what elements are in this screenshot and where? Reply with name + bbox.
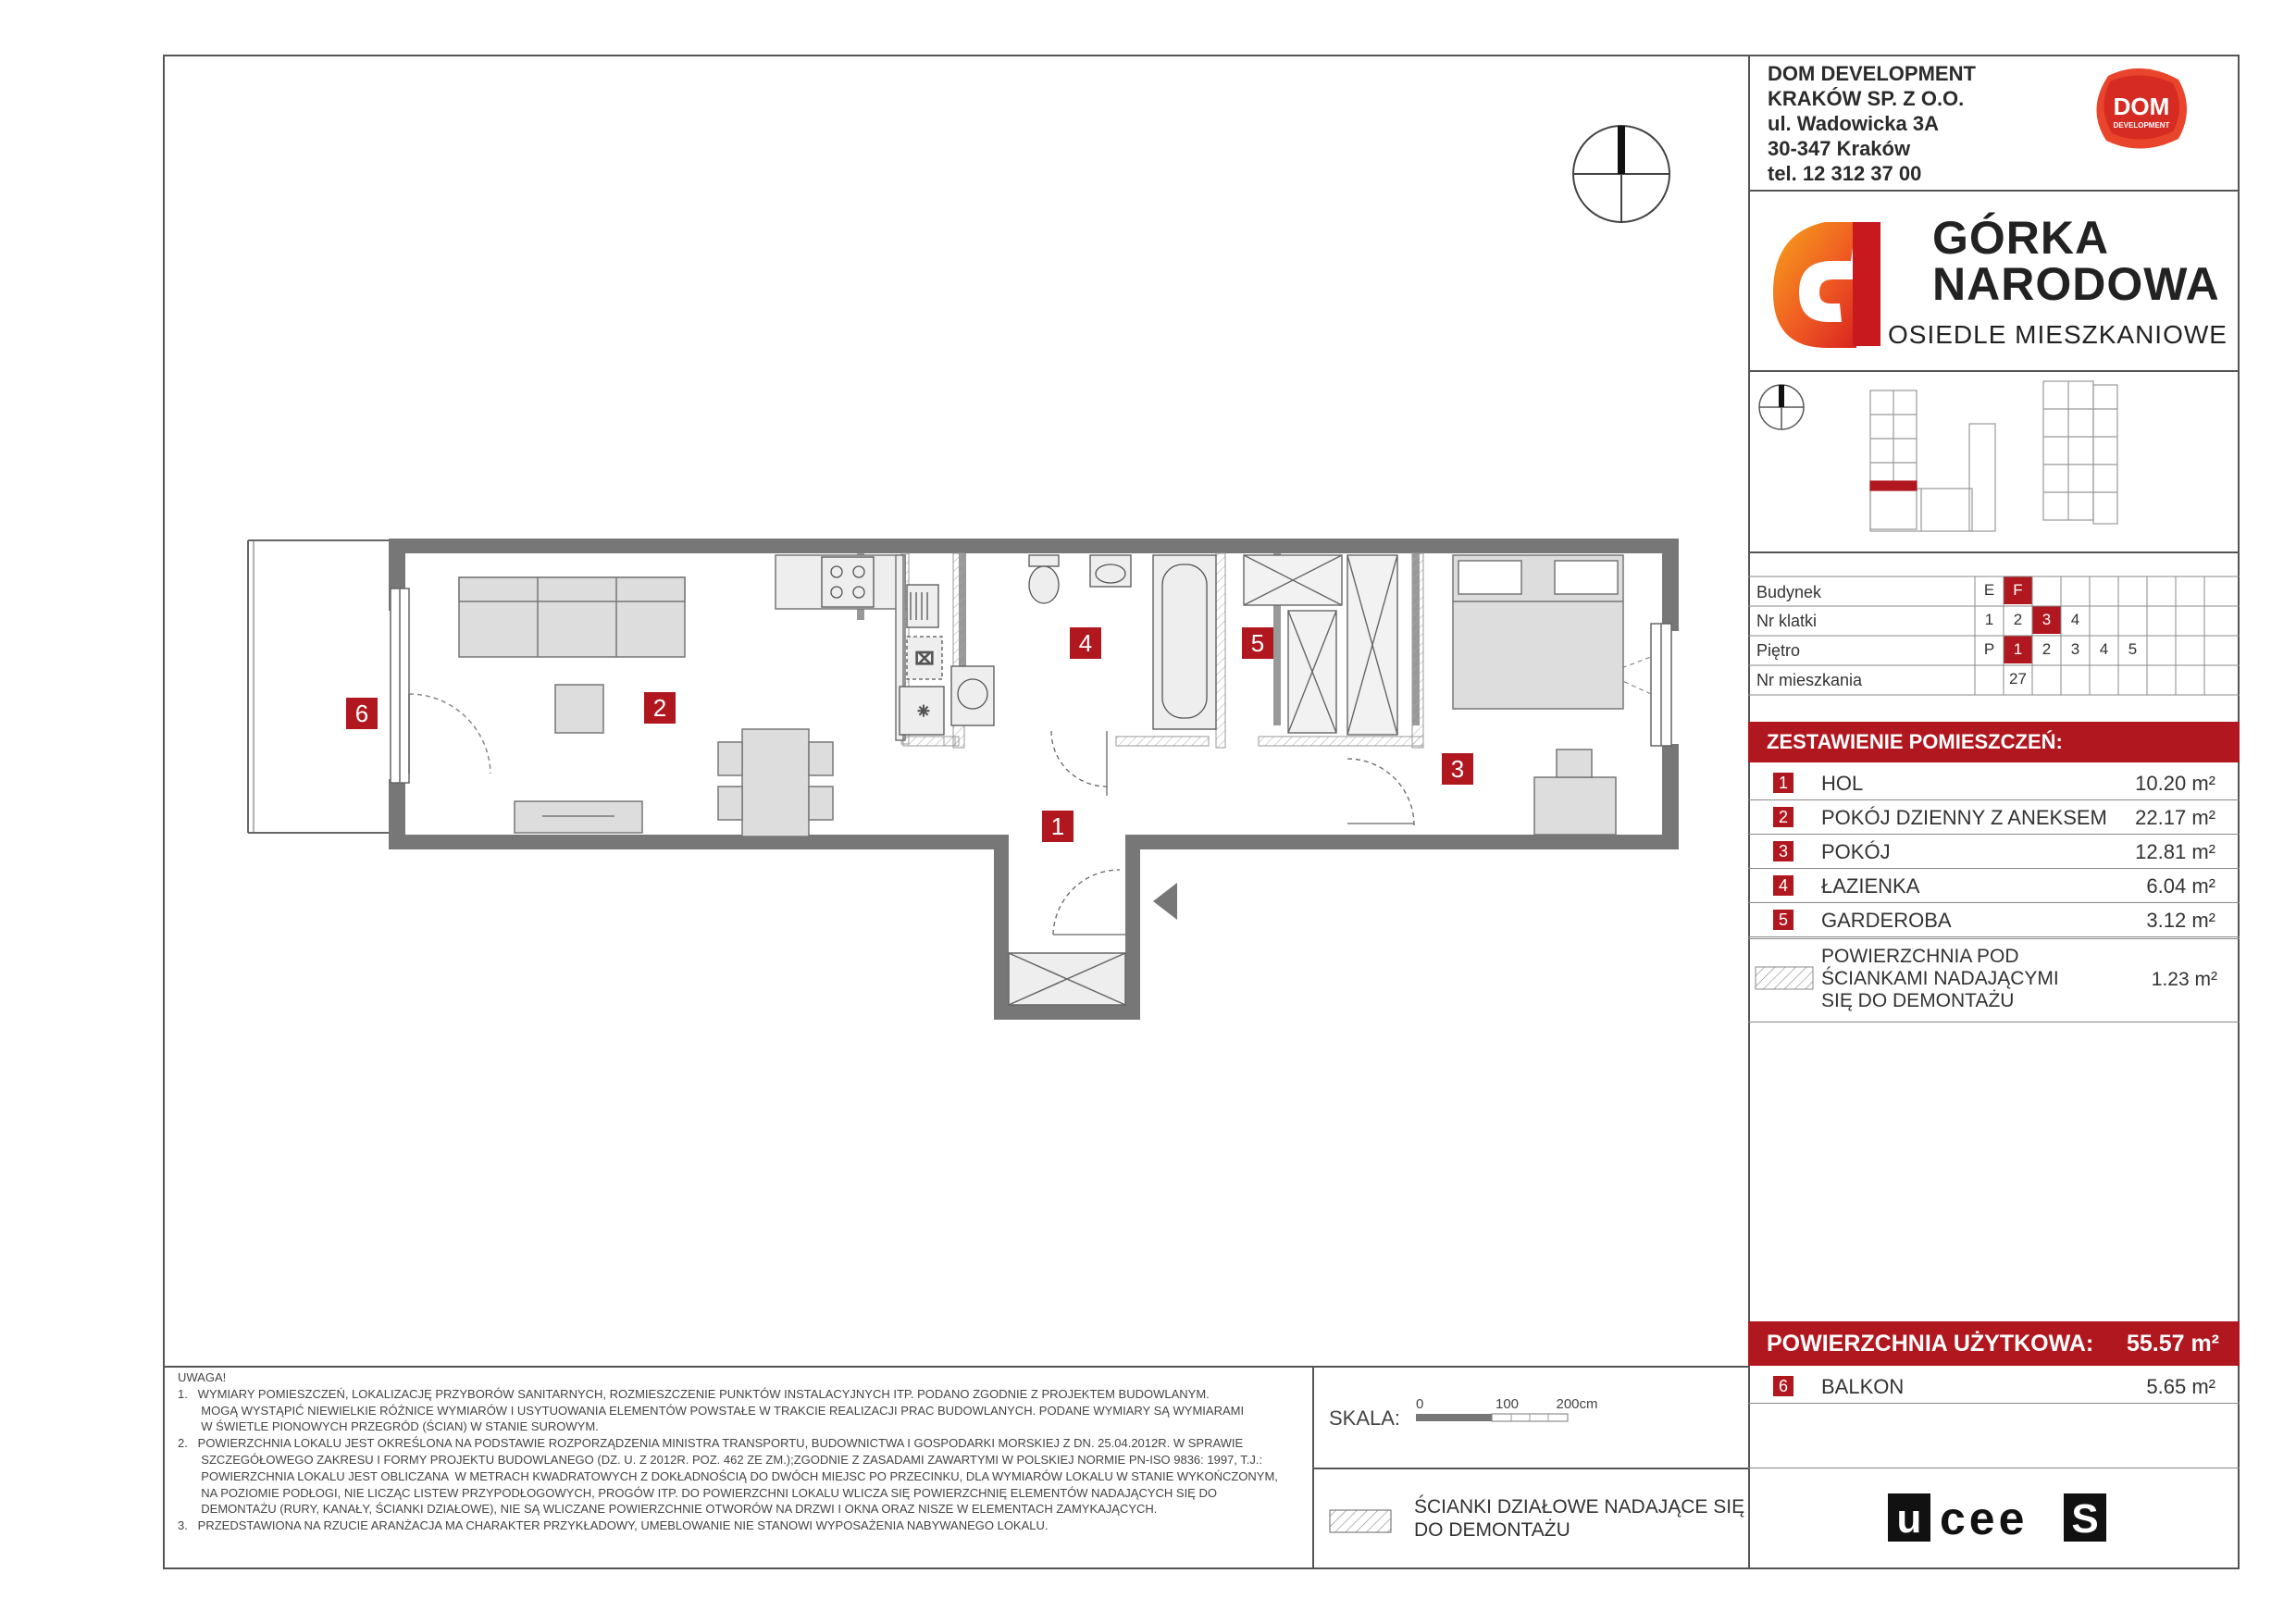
logo-text-dom: DOM	[2113, 93, 2170, 120]
location-cell: 5	[2128, 640, 2138, 658]
company-city: 30-347 Kraków	[1768, 137, 1911, 160]
room-name: ŁAZIENKA	[1821, 874, 1920, 898]
location-cell: 4	[2070, 611, 2080, 628]
washing-machine-icon	[951, 666, 994, 725]
note-line: 2. POWIERZCHNIA LOKALU JEST OKREŚLONA NA PODSTAWIE ROZPORZĄDZENIA MINISTRA TRANSPORTU, BUDOWNICTWA I GOSPODARKI MORSKIEJ Z DN. 25.04.2012R. W SPRAWIE	[178, 1436, 1244, 1451]
note-line: NA POZIOMIE PODŁOGI, NIE LICZĄC LISTEW PRZYPODŁOGOWYCH, PROGÓW ITP. DO POWIERZCHNI LOKALU WLICZA SIĘ POWIERZCHNIĘ ELEMENTÓW NADAJĄCYCH SIĘ DO	[178, 1485, 1217, 1500]
balcony-area: 5.65 m²	[2146, 1375, 2215, 1398]
sink-icon	[907, 585, 938, 627]
demolition-line-1: POWIERZCHNIA POD	[1821, 946, 2019, 967]
demolition-area: 1.23 m²	[2151, 969, 2217, 990]
bedroom-window	[1651, 624, 1671, 746]
location-cell: F	[2004, 576, 2032, 604]
note-line: UWAGA!	[178, 1370, 227, 1384]
dom-development-logo	[2090, 67, 2193, 152]
north-compass-icon	[1570, 122, 1673, 226]
gorka-narodowa-logo-mark	[1771, 220, 1882, 352]
location-cell: 1	[2004, 636, 2032, 663]
logo-text-development: DEVELOPMENT	[2113, 121, 2170, 130]
desk-icon	[1534, 750, 1616, 835]
room-row	[1751, 800, 2238, 834]
room-area: 10.20 m²	[2135, 772, 2215, 795]
legend-label	[1414, 1495, 1744, 1542]
svg-text:u: u	[1896, 1496, 1922, 1542]
balcony-door-window	[391, 588, 409, 783]
tag-6: 6	[354, 700, 369, 727]
oven-icon	[907, 637, 942, 679]
demolition-label	[1821, 946, 2059, 1012]
location-cell: 1	[1984, 611, 1994, 628]
room-row	[1751, 903, 2238, 936]
balcony-divider	[1748, 1403, 2240, 1404]
note-line: MOGĄ WYSTĄPIĆ NIEWIELKIE RÓŻNICE WYMIARÓW I USYTUOWANIA ELEMENTÓW POWSTAŁE W TRAKCIE REALIZACJI PRAC BUDOWLANYCH. PODANE WYMIARY SĄ WYMIARAMI	[178, 1403, 1245, 1418]
building-key-plan	[1755, 378, 2236, 542]
scale-bar	[1407, 1395, 1598, 1425]
room-name: POKÓJ DZIENNY Z ANEKSEM	[1821, 806, 2107, 829]
company-phone: tel. 12 312 37 00	[1768, 162, 1922, 185]
keyplan-divider	[1748, 551, 2240, 553]
tag-5: 5	[1250, 629, 1265, 657]
company-info	[1768, 61, 1976, 186]
header-divider	[1748, 190, 2240, 192]
note-line: POWIERZCHNIA LOKALU JEST OBLICZANA W METRACH KWADRATOWYCH Z DOKŁADNOŚCIĄ DO DWÓCH MIEJSC PO PRZECINKU, DLA WYMIARÓW LOKALU W STANIE WYKOŃCZONYM,	[178, 1468, 1278, 1483]
location-cell: 27	[2009, 670, 2027, 688]
room-area: 12.81 m²	[2135, 840, 2215, 863]
balcony-door-swing	[409, 694, 490, 774]
room-num: 1	[1773, 773, 1793, 793]
demolition-line-2: ŚCIANKAMI NADAJĄCYMI	[1821, 968, 2059, 989]
bed-icon	[1453, 555, 1623, 709]
room-area: 6.04 m²	[2146, 874, 2215, 898]
scale-tick-200: 200cm	[1556, 1396, 1598, 1412]
door-swings	[1051, 731, 1414, 935]
room-name: HOL	[1821, 772, 1864, 795]
room-num: 5	[1773, 910, 1793, 930]
scale-tick-0: 0	[1416, 1396, 1424, 1412]
legend-divider	[1312, 1468, 1749, 1469]
label-nr-klatki: Nr klatki	[1756, 612, 1818, 630]
entrance-arrow-icon	[1153, 883, 1177, 920]
location-cell: 2	[2042, 640, 2052, 658]
room-name: GARDEROBA	[1821, 909, 1952, 932]
rooms-divider	[1748, 938, 2240, 939]
project-subtitle: OSIEDLE MIESZKANIOWE	[1888, 320, 2228, 349]
tag-4: 4	[1078, 629, 1093, 657]
tag-2: 2	[652, 694, 667, 722]
project-name-2: NARODOWA	[1932, 258, 2220, 310]
note-line: DEMONTAŻU (RURY, KANAŁY, ŚCIANKI DZIAŁOWE), NIE SĄ WLICZANE POWIERZCHNIE OTWORÓW NA DRZWI I OKNA ORAZ NISZE W ELEMENTACH ZAMYKAJĄCYCH.	[178, 1502, 1158, 1517]
ucees-logo	[1888, 1492, 2110, 1543]
location-cell: 2	[2013, 611, 2023, 628]
scale-label: SKALA:	[1329, 1406, 1401, 1430]
kitchen-counter-icon	[776, 555, 905, 740]
total-area-value: 55.57 m²	[2126, 1331, 2219, 1357]
balcony-outline	[248, 540, 391, 833]
total-area-band	[1748, 1321, 2240, 1366]
legend-hatch-icon	[1329, 1506, 1396, 1536]
room-num: 2	[1773, 807, 1793, 827]
legend-line-1: ŚCIANKI DZIAŁOWE NADAJĄCE SIĘ	[1414, 1496, 1745, 1518]
key-plan-compass-icon	[1759, 385, 1804, 429]
bathtub-icon	[1153, 555, 1216, 729]
fridge-icon	[900, 687, 944, 735]
note-line: 3. PRZEDSTAWIONA NA RZUCIE ARANŻACJA MA CHARAKTER PRZYKŁADOWY, UMEBLOWANIE NIE STANOWI WYPOSAŻENIA NABYWANEGO LOKALU.	[178, 1518, 1049, 1533]
key-plan-building-b-icon	[2043, 381, 2117, 524]
balcony-name: BALKON	[1821, 1375, 1905, 1398]
location-cell: 3	[2070, 640, 2080, 658]
hall-wardrobe-icon	[1009, 953, 1125, 1005]
tv-cabinet-icon	[515, 801, 642, 833]
room-area: 22.17 m²	[2135, 806, 2215, 829]
location-cell: 3	[2032, 606, 2061, 634]
room-divider	[1748, 936, 2240, 937]
location-cell: P	[1983, 640, 1995, 658]
company-name-2: KRAKÓW SP. Z O.O.	[1768, 87, 1965, 110]
sofa-icon	[459, 577, 685, 657]
toilet-icon	[1029, 555, 1059, 603]
room-num: 4	[1773, 875, 1793, 896]
location-cell: 4	[2099, 640, 2109, 658]
room-row	[1751, 869, 2238, 902]
key-plan-building-a-icon	[1870, 390, 1995, 531]
label-pietro: Piętro	[1756, 641, 1801, 660]
svg-text:✳: ✳	[917, 704, 930, 720]
rooms-heading: ZESTAWIENIE POMIESZCZEŃ:	[1748, 722, 2240, 762]
notes-divider	[163, 1366, 1749, 1368]
note-line: 1. WYMIARY POMIESZCZEŃ, LOKALIZACJĘ PRZYBORÓW SANITARNYCH, ROZMIESZCZENIE PUNKTÓW INSTALACYJNYCH ITP. PODANO ZGODNIE Z PROJEKTEM BUDOWLANYM.	[178, 1386, 1210, 1401]
tag-3: 3	[1450, 755, 1465, 783]
note-line: SZCZEGÓŁOWEGO ZAKRESU I FORMY PROJEKTU BUDOWLANEGO (DZ. U. Z 2012R. POZ. 462 ZE ZM.);ZGODNIE Z ZASADAMI ZAWARTYMI W POLSKIEJ NORMIE PN-ISO 9836: 1997, T.J.:	[178, 1452, 1263, 1467]
demolition-line-3: SIĘ DO DEMONTAŻU	[1821, 990, 2015, 1011]
legend-line-2: DO DEMONTAŻU	[1414, 1519, 1570, 1541]
svg-text:⌧: ⌧	[914, 650, 935, 668]
label-budynek: Budynek	[1756, 583, 1822, 601]
label-nr-mieszkania: Nr mieszkania	[1756, 671, 1863, 689]
dining-table-icon	[718, 729, 833, 836]
logo-divider	[1748, 370, 2240, 372]
company-street: ul. Wadowicka 3A	[1768, 112, 1940, 135]
room-row	[1751, 766, 2238, 799]
room-name: POKÓJ	[1821, 840, 1891, 863]
company-name-1: DOM DEVELOPMENT	[1768, 62, 1976, 85]
svg-text:cee: cee	[1940, 1493, 2029, 1544]
scale-tick-100: 100	[1496, 1396, 1520, 1412]
project-name-1: GÓRKA	[1932, 212, 2110, 264]
tag-1: 1	[1050, 812, 1065, 840]
location-table-lines	[1748, 576, 2240, 698]
coffee-table-icon	[555, 685, 603, 733]
total-area-label: POWIERZCHNIA UŻYTKOWA:	[1767, 1331, 2094, 1357]
room-area: 3.12 m²	[2146, 909, 2215, 932]
note-line: W ŚWIETLE PIONOWYCH PRZEGRÓD (ŚCIAN) W STANIE SUROWYM.	[178, 1419, 599, 1434]
location-cell: E	[1983, 581, 1995, 599]
room-row	[1751, 835, 2238, 868]
notes-block	[178, 1369, 1293, 1534]
balcony-num: 6	[1773, 1376, 1793, 1396]
room-num: 3	[1773, 841, 1793, 861]
demolition-hatch-icon	[1755, 966, 1814, 994]
floor-plan	[237, 527, 1699, 1027]
balcony-row	[1751, 1369, 2238, 1403]
svg-text:S: S	[2071, 1496, 2099, 1542]
washbasin-icon	[1090, 555, 1131, 587]
